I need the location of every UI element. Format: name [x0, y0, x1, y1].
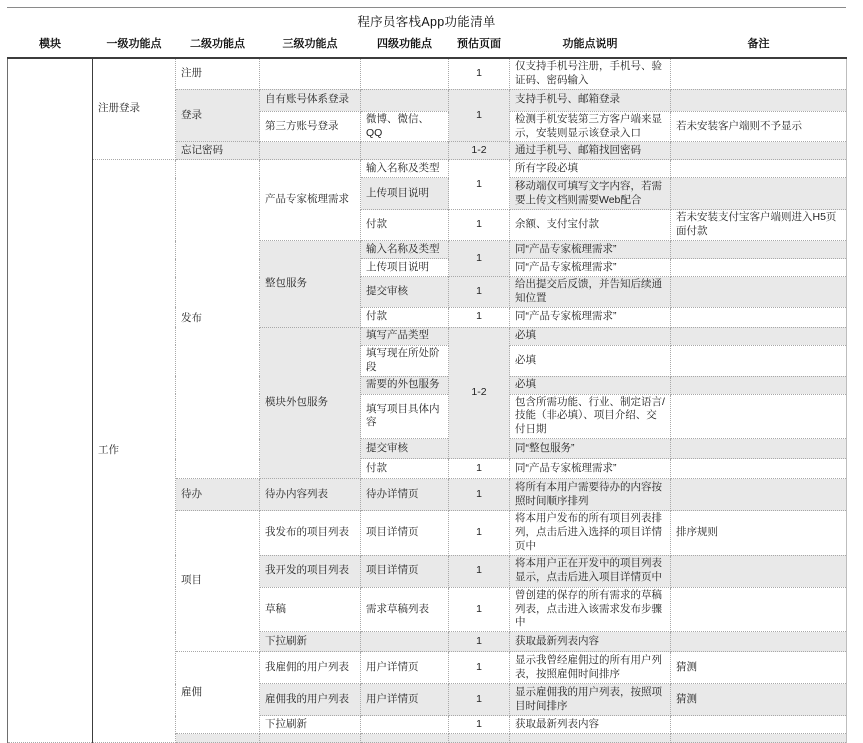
cell-desc: 支持手机号、邮箱登录: [510, 89, 671, 111]
cell-l4: [361, 142, 449, 160]
cell-note: [671, 58, 847, 89]
cell-pages: 1: [449, 555, 510, 587]
cell-note: [671, 327, 847, 345]
cell-l4: 上传项目说明: [361, 259, 449, 277]
column-header-l2: 二级功能点: [176, 30, 260, 58]
cell-l3: 我开发的项目列表: [260, 555, 361, 587]
cell-l4: 输入名称及类型: [361, 241, 449, 259]
cell-l3: 雇佣我的用户列表: [260, 684, 361, 716]
sheet-title: 程序员客栈App功能清单: [357, 15, 496, 29]
cell-l3: 下拉刷新: [260, 632, 361, 652]
column-header-desc: 功能点说明: [510, 30, 671, 58]
cell-l4: 填写项目具体内容: [361, 394, 449, 439]
cell-note: [671, 178, 847, 210]
cell-l4: [361, 734, 449, 743]
cell-desc: [510, 734, 671, 743]
column-header-pages: 预估页面: [449, 30, 510, 58]
cell-desc: 将本用户发布的所有项目列表排列，点击后进入选择的项目详情页中: [510, 511, 671, 556]
cell-note: [671, 259, 847, 277]
cell-note: 猜测: [671, 684, 847, 716]
cell-pages: 1: [449, 210, 510, 241]
cell-pages: 1-2: [449, 327, 510, 458]
cell-note: [671, 89, 847, 111]
cell-l4: 提交审核: [361, 277, 449, 308]
cell-l2: 待办: [176, 479, 260, 511]
cell-desc: 包含所需功能、行业、制定语言/技能（非必填）、项目介绍、交付日期: [510, 394, 671, 439]
cell-l4: 微博、微信、QQ: [361, 111, 449, 142]
cell-note: [671, 277, 847, 308]
cell-desc: 同“产品专家梳理需求”: [510, 459, 671, 479]
cell-desc: 将本用户正在开发中的项目列表显示，点击后进入项目详情页中: [510, 555, 671, 587]
cell-desc: 仅支持手机号注册，手机号、验证码、密码输入: [510, 58, 671, 89]
cell-pages: 1: [449, 241, 510, 277]
cell-l2: 雇佣: [176, 652, 260, 734]
cell-l2: 登录: [176, 89, 260, 142]
cell-l2: 项目: [176, 511, 260, 652]
cell-pages: 1: [449, 587, 510, 632]
cell-pages: 1: [449, 684, 510, 716]
table-row: [8, 160, 847, 178]
cell-l3: 第三方账号登录: [260, 111, 361, 142]
cell-note: [671, 376, 847, 394]
cell-desc: 必填: [510, 327, 671, 345]
cell-desc: 同“产品专家梳理需求”: [510, 259, 671, 277]
cell-desc: 所有字段必填: [510, 160, 671, 178]
cell-desc: 获取最新列表内容: [510, 632, 671, 652]
cell-module: [8, 58, 93, 743]
cell-l4: [361, 89, 449, 111]
cell-l3: 整包服务: [260, 241, 361, 328]
cell-desc: 必填: [510, 376, 671, 394]
cell-pages: 1: [449, 277, 510, 308]
cell-desc: 同“整包服务”: [510, 439, 671, 459]
cell-desc: 检测手机安装第三方客户端来显示，安装则显示该登录入口: [510, 111, 671, 142]
cell-l4: 用户详情页: [361, 652, 449, 684]
column-header-l4: 四级功能点: [361, 30, 449, 58]
cell-desc: 余额、支付宝付款: [510, 210, 671, 241]
cell-pages: 1: [449, 89, 510, 142]
cell-note: [671, 241, 847, 259]
column-header-note: 备注: [671, 30, 847, 58]
cell-desc: 通过手机号、邮箱找回密码: [510, 142, 671, 160]
cell-desc: 曾创建的保存的所有需求的草稿列表，点击进入该需求发布步骤中: [510, 587, 671, 632]
cell-l3: 模块外包服务: [260, 327, 361, 478]
top-divider: [7, 7, 846, 8]
cell-l4: [361, 632, 449, 652]
cell-note: [671, 142, 847, 160]
cell-l3: 自有账号体系登录: [260, 89, 361, 111]
cell-l4: 待办详情页: [361, 479, 449, 511]
cell-pages: [449, 734, 510, 743]
table-row: [8, 58, 847, 89]
cell-l2: 注册: [176, 58, 260, 89]
cell-note: [671, 459, 847, 479]
cell-l1: 注册登录: [93, 58, 176, 160]
cell-desc: 获取最新列表内容: [510, 716, 671, 734]
cell-pages: 1: [449, 652, 510, 684]
cell-l4: 需要的外包服务: [361, 376, 449, 394]
cell-note: 排序规则: [671, 511, 847, 556]
cell-l3: 下拉刷新: [260, 716, 361, 734]
cell-l4: 上传项目说明: [361, 178, 449, 210]
cell-l3: 草稿: [260, 587, 361, 632]
cell-l4: 项目详情页: [361, 555, 449, 587]
cell-l3: 我发布的项目列表: [260, 511, 361, 556]
cell-pages: 1: [449, 58, 510, 89]
cell-l4: 付款: [361, 307, 449, 327]
cell-l2: 发布: [176, 160, 260, 479]
cell-l2: [176, 734, 260, 743]
cell-desc: 同“产品专家梳理需求”: [510, 307, 671, 327]
cell-desc: 移动端仅可填写文字内容，若需要上传文档则需要Web配合: [510, 178, 671, 210]
cell-note: 若未安装支付宝客户端则进入H5页面付款: [671, 210, 847, 241]
cell-pages: 1-2: [449, 142, 510, 160]
column-header-l3: 三级功能点: [260, 30, 361, 58]
cell-l4: 用户详情页: [361, 684, 449, 716]
cell-l4: 项目详情页: [361, 511, 449, 556]
column-header-l1: 一级功能点: [93, 30, 176, 58]
cell-l4: [361, 58, 449, 89]
cell-pages: 1: [449, 511, 510, 556]
cell-note: [671, 394, 847, 439]
cell-pages: 1: [449, 307, 510, 327]
cell-l3: [260, 142, 361, 160]
cell-desc: 必填: [510, 345, 671, 376]
cell-desc: 显示雇佣我的用户列表，按照项目时间排序: [510, 684, 671, 716]
cell-note: [671, 345, 847, 376]
cell-pages: 1: [449, 716, 510, 734]
cell-l4: [361, 716, 449, 734]
cell-l1: 工作: [93, 160, 176, 743]
cell-pages: 1: [449, 459, 510, 479]
cell-note: [671, 160, 847, 178]
cell-pages: 1: [449, 632, 510, 652]
cell-l4: 填写产品类型: [361, 327, 449, 345]
cell-pages: 1: [449, 160, 510, 210]
cell-desc: 给出提交后反馈，并告知后续通知位置: [510, 277, 671, 308]
cell-note: [671, 307, 847, 327]
cell-note: 若未安装客户端则不予显示: [671, 111, 847, 142]
cell-note: [671, 734, 847, 743]
cell-note: [671, 555, 847, 587]
header-row: [8, 30, 847, 58]
cell-l4: 输入名称及类型: [361, 160, 449, 178]
cell-note: [671, 716, 847, 734]
cell-note: [671, 632, 847, 652]
function-list-table: [7, 30, 847, 743]
cell-l3: 我雇佣的用户列表: [260, 652, 361, 684]
cell-note: [671, 587, 847, 632]
cell-l3: [260, 734, 361, 743]
cell-l4: 提交审核: [361, 439, 449, 459]
cell-desc: 同“产品专家梳理需求”: [510, 241, 671, 259]
cell-l4: 填写现在所处阶段: [361, 345, 449, 376]
cell-pages: 1: [449, 479, 510, 511]
cell-l4: 付款: [361, 459, 449, 479]
column-header-module: 模块: [8, 30, 93, 58]
cell-l2: 忘记密码: [176, 142, 260, 160]
cell-desc: 显示我曾经雇佣过的所有用户列表，按照雇佣时间排序: [510, 652, 671, 684]
cell-note: 猜测: [671, 652, 847, 684]
cell-desc: 将所有本用户需要待办的内容按照时间顺序排列: [510, 479, 671, 511]
cell-l4: 付款: [361, 210, 449, 241]
cell-l3: [260, 58, 361, 89]
cell-l3: 产品专家梳理需求: [260, 160, 361, 241]
cell-l4: 需求草稿列表: [361, 587, 449, 632]
cell-note: [671, 479, 847, 511]
cell-note: [671, 439, 847, 459]
cell-l3: 待办内容列表: [260, 479, 361, 511]
